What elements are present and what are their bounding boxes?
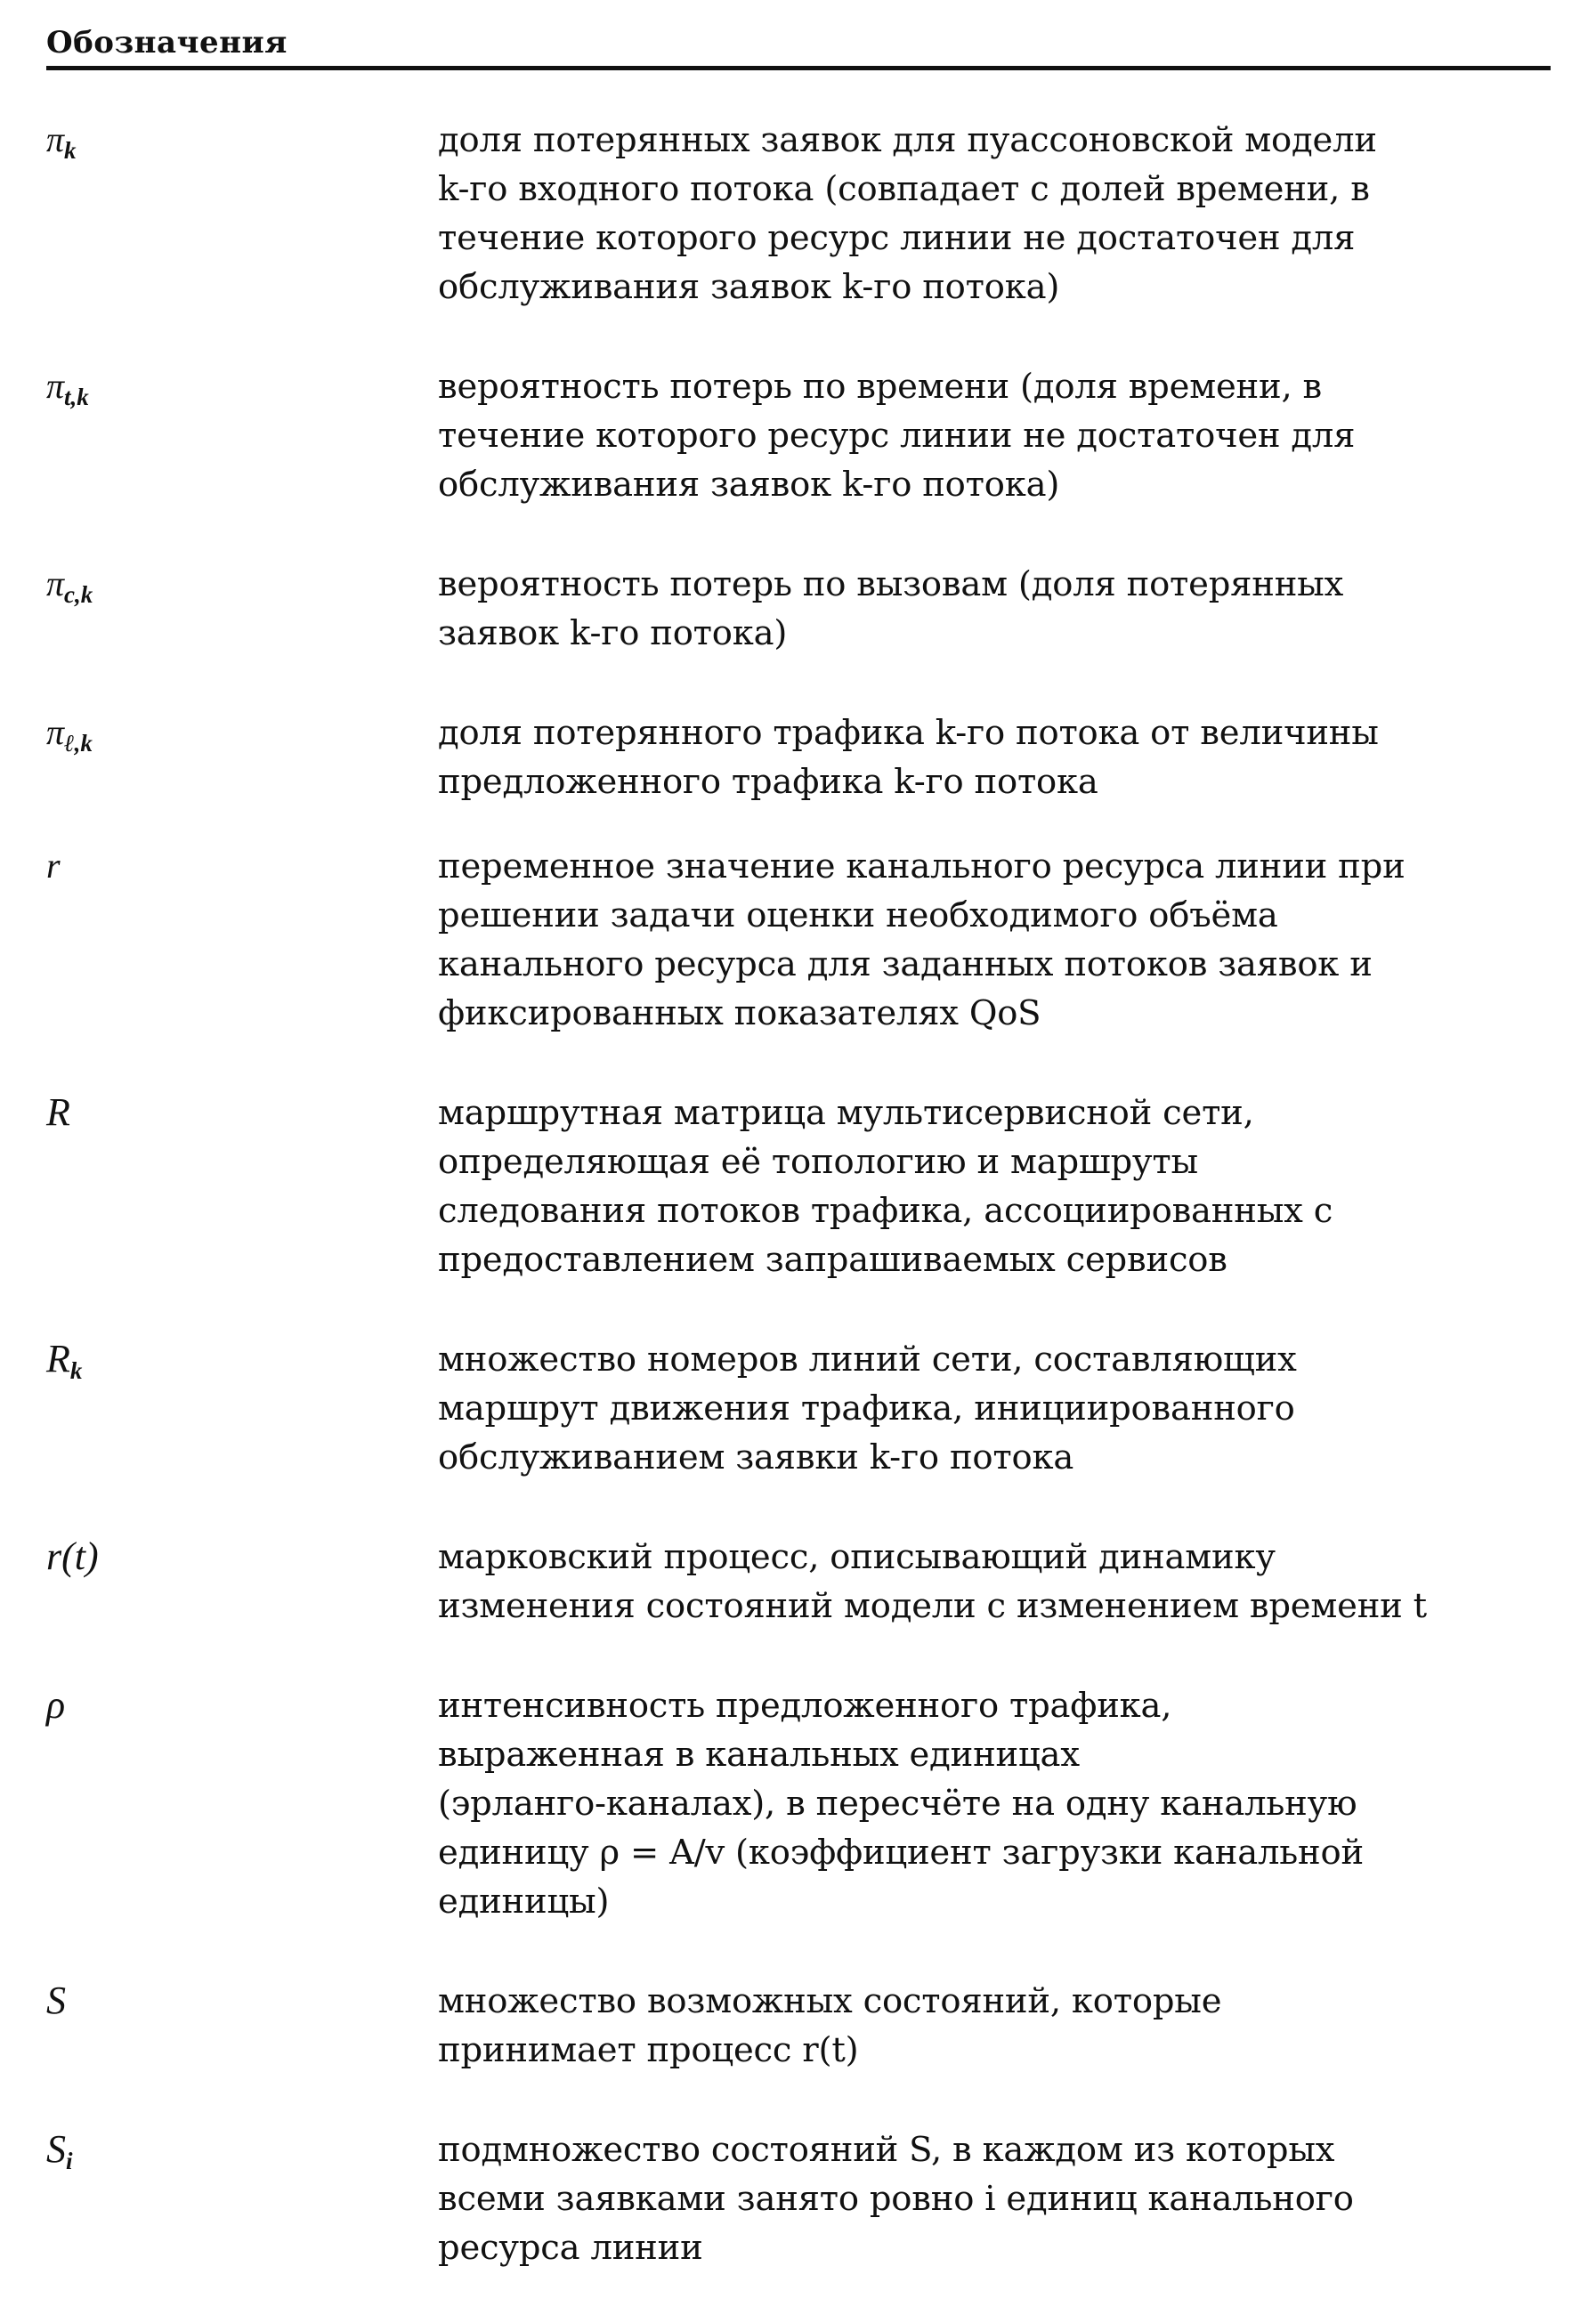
notation-description [438,708,1551,806]
notation-symbol: $\pi_k$ [46,119,77,164]
description-line: течение которого ресурс линии не достаточен для [438,416,1356,456]
description-line: интенсивность предложенного трафика, [438,1686,1172,1726]
description-line: маршрутная матрица мультисервисной сети, [438,1093,1254,1133]
description-line: единицу ρ = A/v (коэффициент загрузки канальной [438,1833,1364,1873]
description-line: ресурса линии [438,2228,703,2268]
description-line: предложенного трафика k-го потока [438,762,1098,802]
description-line: следования потоков трафика, ассоциированных с [438,1191,1333,1231]
description-line: k-го входного потока (совпадает с долей времени, в [438,169,1370,209]
description-line: всеми заявками занято ровно i единиц канального [438,2179,1354,2219]
notation-description [438,2125,1551,2272]
description-line: принимает процесс r(t) [438,2030,859,2070]
notation-symbol: $R_k$ [46,1337,83,1384]
notation-description [438,1977,1551,2075]
description-line: доля потерянного трафика k-го потока от величины [438,713,1379,753]
description-line: канального ресурса для заданных потоков заявок и [438,944,1373,984]
notation-entry [46,116,1551,312]
header-rule [46,66,1551,70]
notation-symbol: R [46,1090,70,1134]
section-title: Обозначения [46,25,288,61]
notation-symbol: S [46,1979,66,2022]
notation-entry [46,560,1551,658]
notation-entry [46,1533,1551,1631]
notation-entry [46,708,1551,806]
description-line: множество возможных состояний, которые [438,1981,1222,2021]
notation-description [438,116,1551,312]
description-line: единицы) [438,1882,610,1922]
description-line: изменения состояний модели с изменением времени t [438,1586,1427,1626]
notation-entry [46,2125,1551,2272]
description-line: переменное значение канального ресурса линии при [438,846,1406,886]
description-line: заявок k-го потока) [438,613,788,653]
notation-list [46,116,1551,2323]
description-line: множество номеров линий сети, составляющих [438,1340,1297,1380]
description-line: обслуживания заявок k-го потока) [438,267,1060,307]
notation-description [438,362,1551,509]
description-line: маршрут движения трафика, инициированного [438,1388,1295,1429]
notation-symbol: r [46,846,61,886]
page-header [46,21,1551,70]
notation-entry [46,842,1551,1038]
notation-entry [46,1977,1551,2075]
notation-symbol: $\pi_{c,k}$ [46,563,93,608]
description-line: фиксированных показателях QoS [438,993,1041,1033]
description-line: подмножество состояний S, в каждом из которых [438,2130,1335,2170]
description-line: течение которого ресурс линии не достаточен для [438,218,1356,258]
description-line: решении задачи оценки необходимого объёма [438,895,1278,935]
notation-symbol: r(t) [46,1534,99,1578]
notation-entry [46,1681,1551,1926]
description-line: марковский процесс, описывающий динамику [438,1537,1276,1577]
description-line: предоставлением запрашиваемых сервисов [438,1240,1227,1280]
notation-symbol: $S_i$ [46,2127,73,2174]
notation-entry [46,362,1551,509]
description-line: вероятность потерь по времени (доля времени, в [438,367,1323,407]
notation-description [438,842,1551,1038]
description-line: обслуживанием заявки k-го потока [438,1437,1074,1477]
description-line: обслуживания заявок k-го потока) [438,465,1060,505]
description-line: выраженная в канальных единицах [438,1735,1080,1775]
notation-entry [46,1335,1551,1482]
notation-description [438,1335,1551,1482]
notation-description [438,1089,1551,1284]
notation-description [438,1533,1551,1631]
notation-description [438,1681,1551,1926]
description-line: доля потерянных заявок для пуассоновской модели [438,120,1377,160]
notation-symbol: $\pi_{t,k}$ [46,366,89,410]
notation-description [438,560,1551,658]
notation-entry [46,1089,1551,1284]
notation-symbol: ρ [46,1683,66,1727]
notation-symbol: $\pi_{\ell,k}$ [46,712,93,757]
description-line: вероятность потерь по вызовам (доля потерянных [438,564,1344,604]
description-line: (эрланго-каналах), в пересчёте на одну канальную [438,1784,1357,1824]
description-line: определяющая её топологию и маршруты [438,1142,1198,1182]
